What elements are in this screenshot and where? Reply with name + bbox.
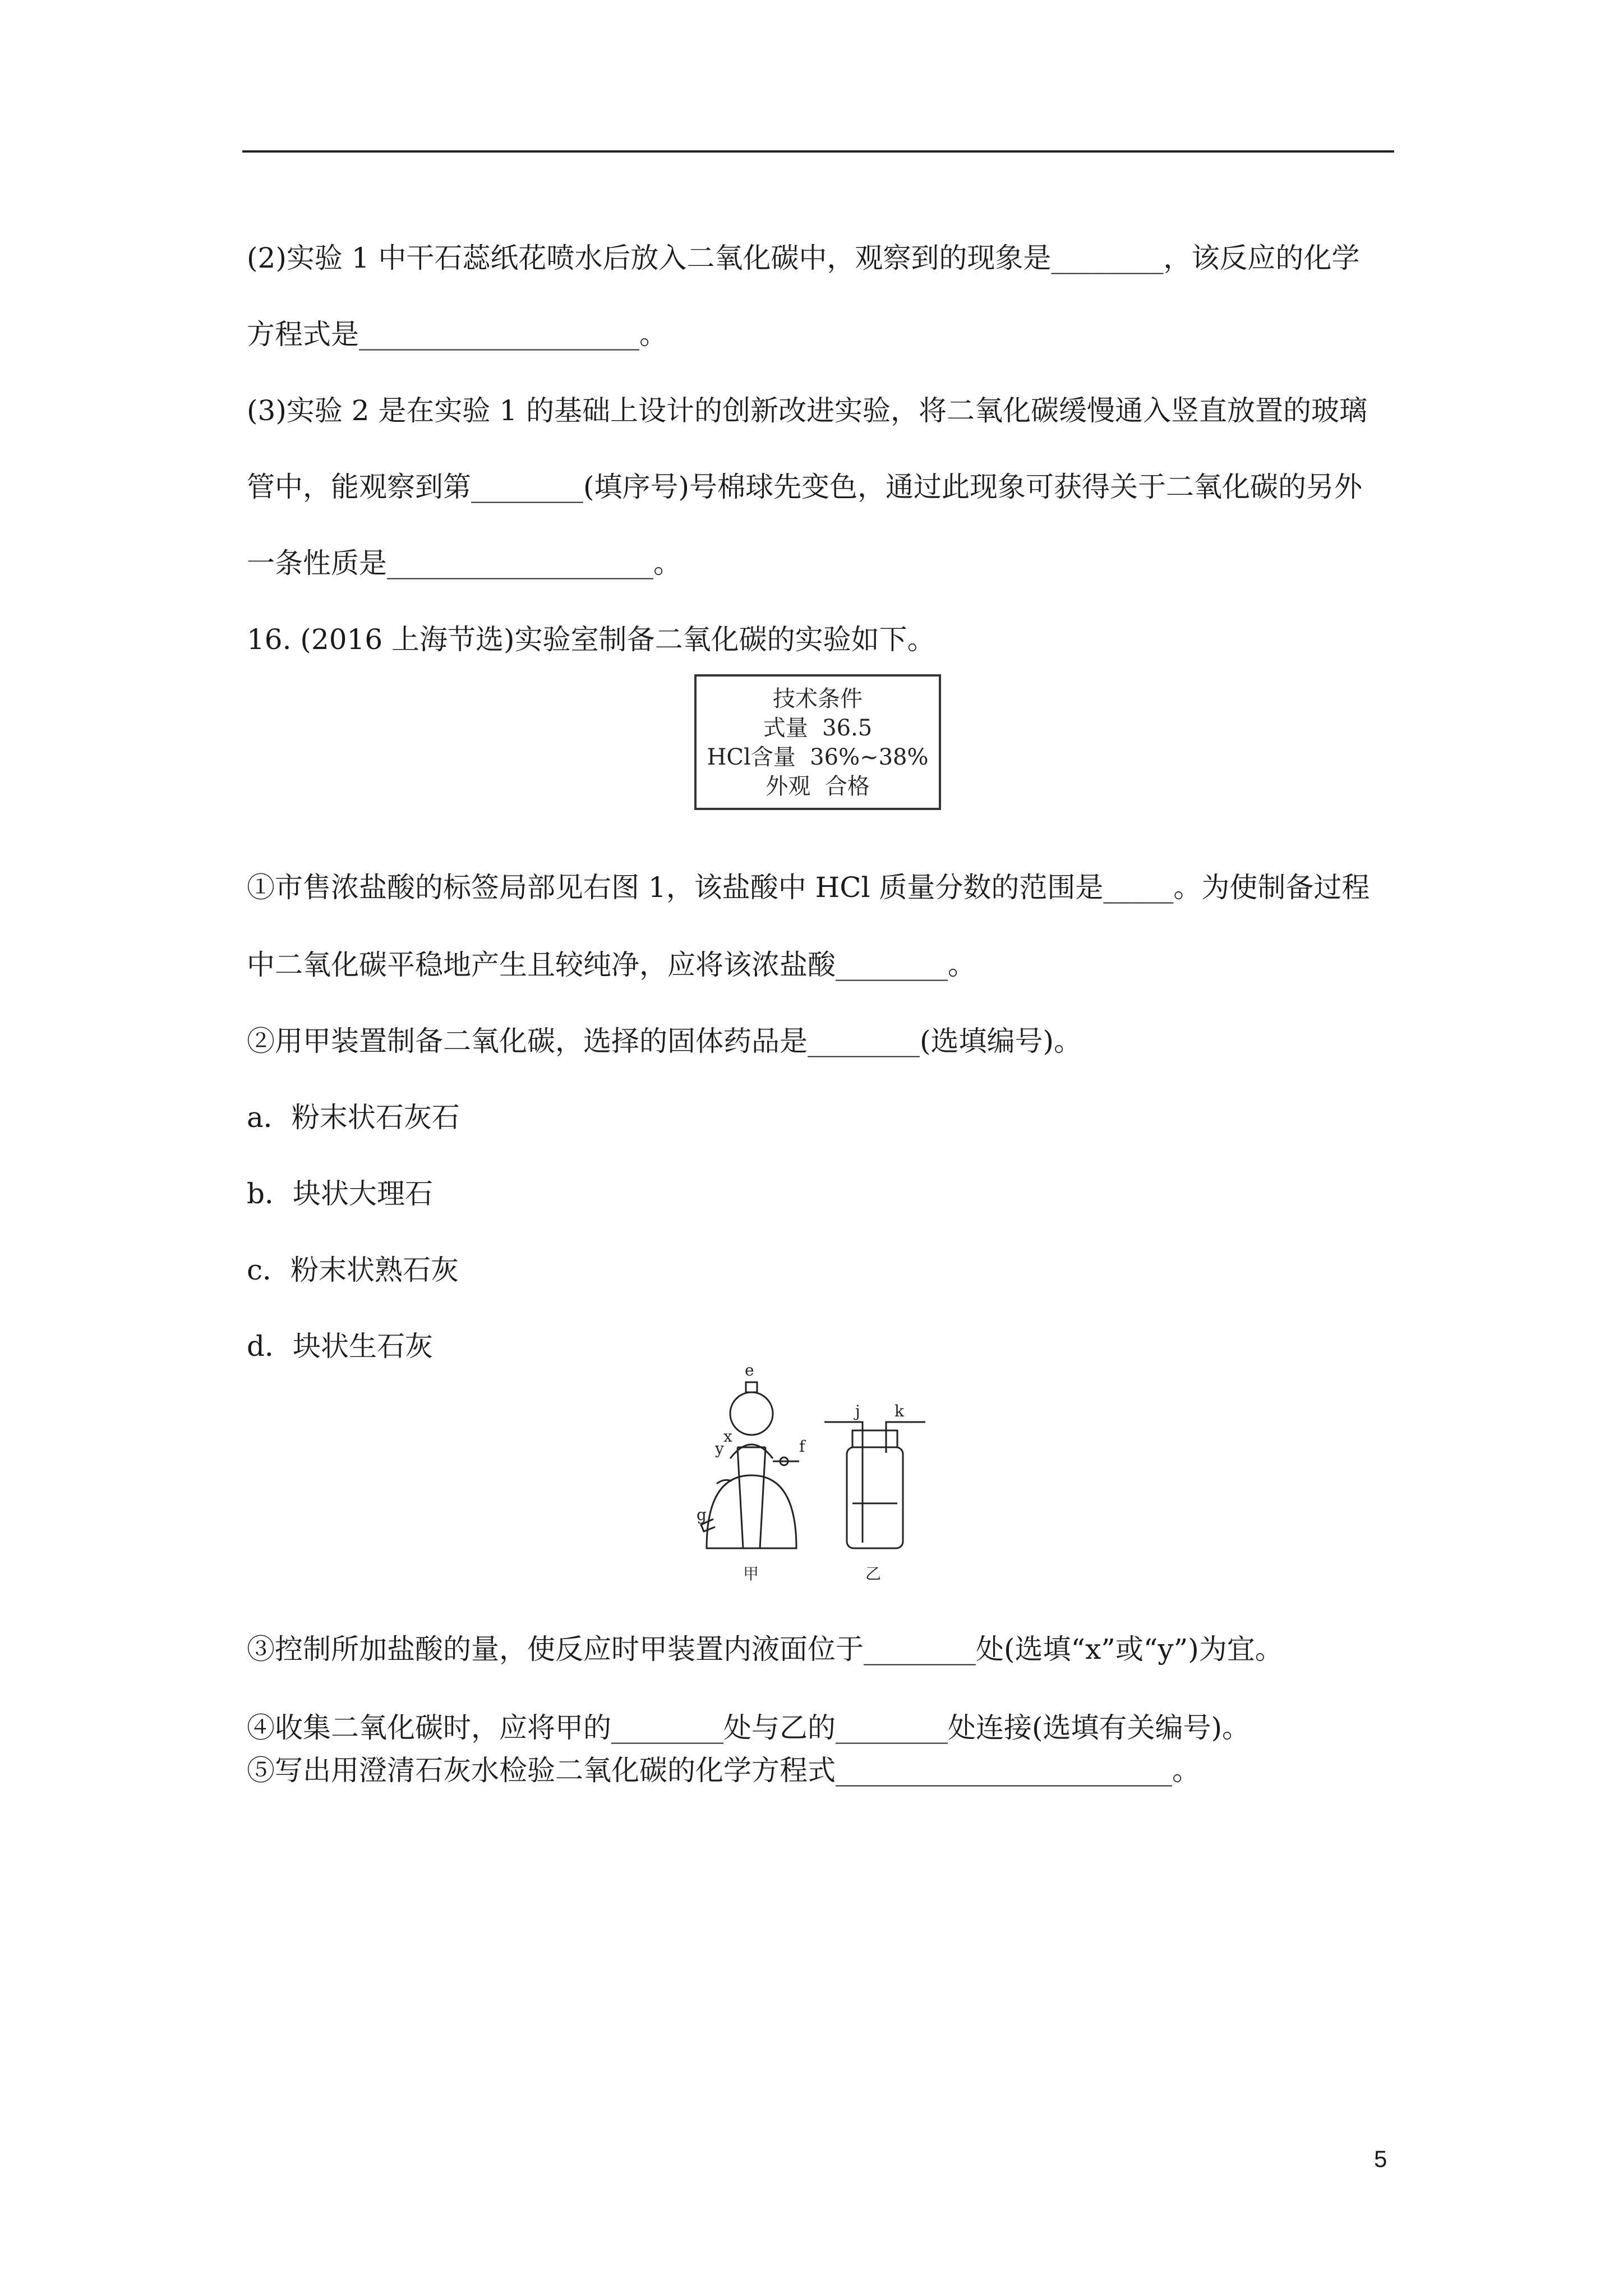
- apparatus-figure: [684, 1363, 965, 1599]
- option-c: c．粉末状熟石灰: [247, 1254, 459, 1286]
- label-j: j: [855, 1402, 860, 1420]
- label-row: 式量 36.5: [763, 715, 873, 741]
- q16-5: ⑤写出用澄清石灰水检验二氧化碳的化学方程式________________________。: [247, 1754, 1200, 1787]
- q15-3-line2: 管中，能观察到第________(填序号)号棉球先变色，通过此现象可获得关于二氧化碳的另外: [247, 471, 1363, 503]
- caption-jia: 甲: [743, 1565, 759, 1583]
- acid-label-image: [694, 674, 941, 810]
- q15-2-line2: 方程式是____________________。: [247, 318, 667, 351]
- option-b: b．块状大理石: [247, 1177, 434, 1210]
- option-a: a．粉末状石灰石: [247, 1101, 460, 1134]
- q16-4: ④收集二氧化碳时，应将甲的________处与乙的________处连接(选填有关编号)。: [247, 1711, 1251, 1744]
- page-number: 5: [1374, 2146, 1387, 2172]
- q16-1-line1: ①市售浓盐酸的标签局部见右图 1，该盐酸中 HCl 质量分数的范围是_____。为使制备过程: [247, 871, 1370, 904]
- label-k: k: [895, 1402, 904, 1420]
- q15-3-line1: (3)实验 2 是在实验 1 的基础上设计的创新改进实验，将二氧化碳缓慢通入竖直放置的玻璃: [247, 394, 1368, 427]
- caption-yi: 乙: [865, 1565, 882, 1583]
- label-e: e: [745, 1363, 754, 1379]
- q16-heading: 16. (2016 上海节选)实验室制备二氧化碳的实验如下。: [247, 623, 935, 656]
- option-d: d．块状生石灰: [247, 1330, 434, 1363]
- label-y: y: [715, 1439, 724, 1458]
- q16-2: ②用甲装置制备二氧化碳，选择的固体药品是________(选填编号)。: [247, 1025, 1082, 1057]
- label-f: f: [799, 1437, 805, 1456]
- q15-2-line1: (2)实验 1 中干石蕊纸花喷水后放入二氧化碳中，观察到的现象是________，该反应的化学: [247, 242, 1360, 274]
- label-x: x: [723, 1427, 732, 1446]
- q15-3-line3: 一条性质是___________________。: [247, 547, 681, 579]
- q16-3: ③控制所加盐酸的量，使反应时甲装置内液面位于________处(选填“x”或“y”)为宜。: [247, 1633, 1283, 1665]
- q16-1-line2: 中二氧化碳平稳地产生且较纯净，应将该浓盐酸________。: [247, 949, 976, 981]
- label-row: 技术条件: [773, 686, 863, 712]
- label-row: HCl含量 36%~38%: [707, 744, 929, 770]
- label-row: 外观 合格: [766, 774, 870, 799]
- header-rule: [242, 150, 1394, 153]
- label-g: g: [697, 1506, 707, 1524]
